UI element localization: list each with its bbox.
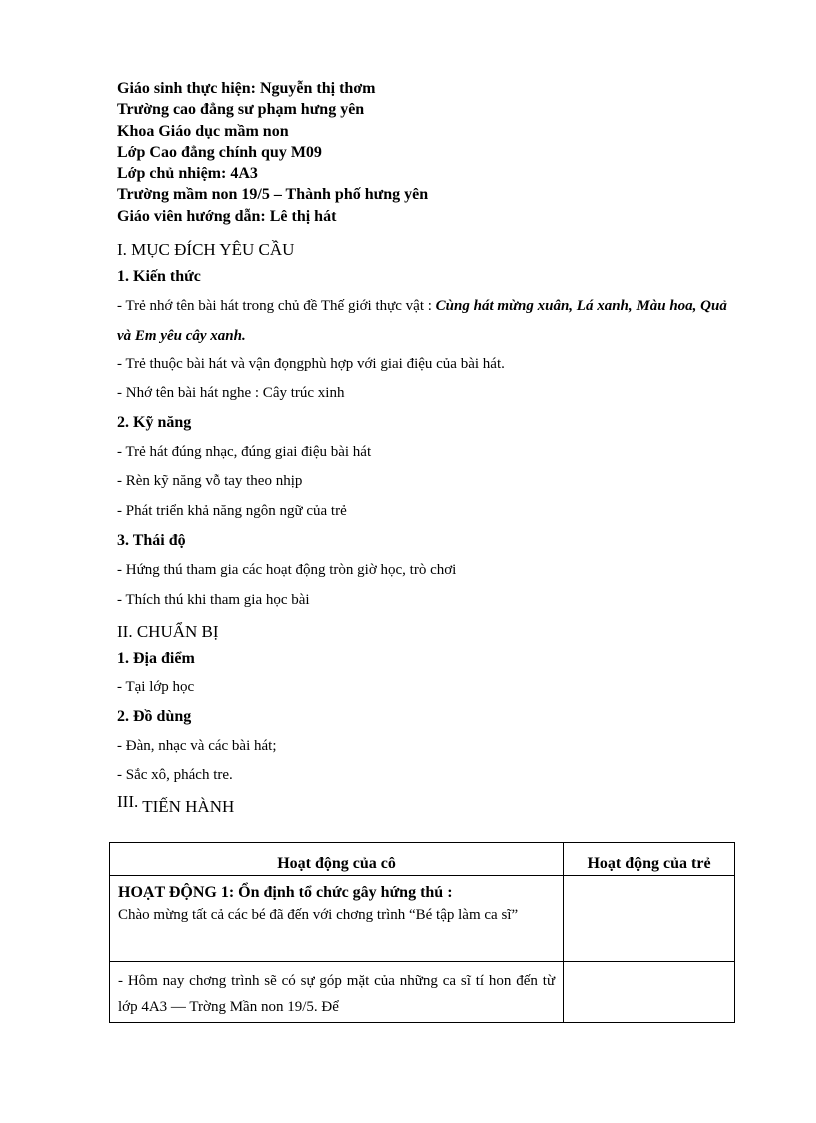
header-line-class: Lớp Cao đẳng chính quy M09 — [117, 143, 322, 161]
attitude-item-1: - Hứng thú tham gia các hoạt động tròn giờ học, trò chơi — [117, 562, 457, 578]
section3-number: III. — [117, 792, 139, 811]
header-line-college: Trường cao đẳng sư phạm hưng yên — [117, 101, 365, 119]
knowledge-item-1-prefix: - Trẻ nhớ tên bài hát trong chủ đề Thế giới thực vật : — [117, 298, 436, 314]
place-item-1: - Tại lớp học — [117, 679, 195, 695]
knowledge-item-3: - Nhớ tên bài hát nghe : Cây trúc xinh — [117, 385, 345, 401]
header-line-supervisor: Giáo viên hướng dẫn: Lê thị hát — [117, 207, 337, 225]
materials-item-1: - Đàn, nhạc và các bài hát; — [117, 738, 277, 754]
activity-1-text: Chào mừng tất cả các bé đã đến với chơng trình “Bé tập làm ca sĩ” — [118, 907, 519, 923]
section3-title — [117, 792, 235, 817]
knowledge-item-1 — [117, 291, 742, 351]
header-block — [117, 78, 428, 227]
section3-label: TIẾN HÀNH — [142, 797, 235, 816]
skills-item-3: - Phát triển khả năng ngôn ngữ của trẻ — [117, 503, 347, 519]
place-title: 1. Địa điểm — [117, 650, 195, 667]
table-row — [110, 876, 735, 962]
attitude-title: 3. Thái độ — [117, 532, 186, 549]
header-line-faculty: Khoa Giáo dục mầm non — [117, 122, 289, 140]
child-activity-cell — [564, 962, 735, 1023]
activity-2-text: - Hôm nay chơng trình sẽ có sự góp mặt của những ca sĩ tí hon đến từ lớp 4A3 — Trờng Mần non 19/5. Để — [118, 973, 556, 1015]
knowledge-song-list: Cùng hát mừng xuân, Lá xanh, Màu hoa, Quả và Em yêu cây xanh. — [117, 298, 727, 344]
activity-table — [109, 842, 735, 1023]
skills-item-1: - Trẻ hát đúng nhạc, đúng giai điệu bài hát — [117, 444, 372, 460]
materials-title: 2. Đồ dùng — [117, 708, 192, 725]
materials-item-2: - Sắc xô, phách tre. — [117, 767, 233, 783]
section2-title: II. CHUẨN BỊ — [117, 622, 219, 641]
header-line-student-teacher: Giáo sinh thực hiện: Nguyễn thị thơm — [117, 80, 376, 97]
child-activity-cell — [564, 876, 735, 962]
teacher-activity-cell — [110, 876, 564, 962]
teacher-activity-cell — [110, 962, 564, 1023]
skills-title: 2. Kỹ năng — [117, 414, 192, 431]
child-activity-header: Hoạt động của trẻ — [564, 843, 735, 876]
knowledge-item-2: - Trẻ thuộc bài hát và vận đọngphù hợp với giai điệu của bài hát. — [117, 356, 505, 372]
header-line-kindergarten: Trường mầm non 19/5 – Thành phố hưng yên — [117, 186, 429, 204]
table-header-row — [110, 843, 735, 876]
activity-1-title: HOẠT ĐỘNG 1: Ổn định tổ chức gây hứng thú : — [118, 884, 453, 901]
skills-item-2: - Rèn kỹ năng vỗ tay theo nhịp — [117, 473, 303, 489]
attitude-item-2: - Thích thú khi tham gia học bài — [117, 592, 310, 608]
header-line-homeroom: Lớp chủ nhiệm: 4A3 — [117, 165, 258, 183]
table-row — [110, 962, 735, 1023]
teacher-activity-header: Hoạt động của cô — [110, 843, 564, 876]
knowledge-title: 1. Kiến thức — [117, 268, 201, 285]
section1-title: I. MỤC ĐÍCH YÊU CẦU — [117, 240, 295, 259]
